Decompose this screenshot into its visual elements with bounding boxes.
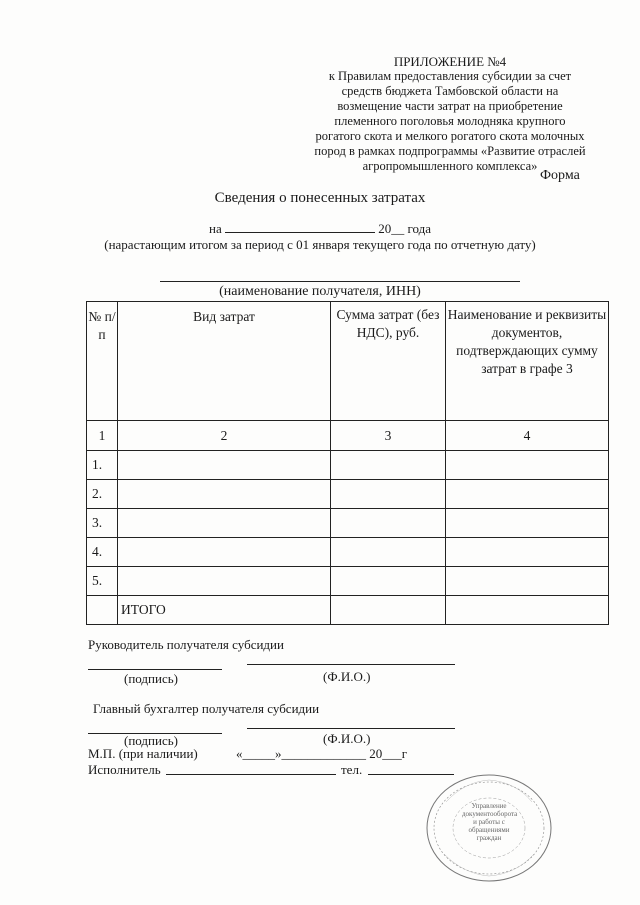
amount-cell[interactable] (331, 509, 446, 538)
recipient-blank[interactable] (160, 281, 520, 282)
documents-cell[interactable] (446, 567, 609, 596)
appendix-line: рогатого скота и мелкого рогатого скота молочных (315, 129, 585, 143)
period-prefix: на (208, 221, 222, 236)
executor-label: Исполнитель (88, 762, 161, 777)
total-index-cell (87, 596, 118, 625)
appendix-line: возмещение части затрат на приобретение (337, 99, 563, 113)
table-row (87, 509, 609, 538)
executor-line[interactable] (166, 774, 336, 775)
column-number: 3 (331, 421, 446, 451)
table-row (87, 538, 609, 567)
phone-label: тел. (341, 762, 363, 777)
stamp-center-text: Управление документооборота и работы с обращениями граждан (462, 802, 518, 842)
reporting-date (0, 220, 640, 237)
header-expense-type: Вид затрат (118, 302, 331, 421)
table-header-row (87, 302, 609, 421)
appendix-line: средств бюджета Тамбовской области на (341, 84, 559, 98)
header-amount: Сумма затрат (без НДС), руб. (331, 302, 446, 421)
row-index: 3. (87, 509, 118, 538)
head-name-caption: (Ф.И.О.) (323, 669, 371, 684)
expense-type-cell[interactable] (118, 451, 331, 480)
total-amount-cell[interactable] (331, 596, 446, 625)
row-index: 5. (87, 567, 118, 596)
seal-label: М.П. (при наличии) (88, 746, 198, 761)
head-name-line[interactable] (247, 664, 455, 665)
appendix-line: племенного поголовья молодняка крупного (334, 114, 566, 128)
amount-cell[interactable] (331, 451, 446, 480)
column-number: 2 (118, 421, 331, 451)
head-title: Руководитель получателя субсидии (88, 637, 284, 652)
expense-type-cell[interactable] (118, 567, 331, 596)
round-stamp (424, 772, 554, 884)
accountant-name-line[interactable] (247, 728, 455, 729)
documents-cell[interactable] (446, 451, 609, 480)
amount-cell[interactable] (331, 538, 446, 567)
head-signature-line[interactable] (88, 669, 222, 670)
column-number-row (87, 421, 609, 451)
documents-cell[interactable] (446, 538, 609, 567)
recipient-caption: (наименование получателя, ИНН) (219, 284, 421, 299)
documents-cell[interactable] (446, 480, 609, 509)
head-signature-caption: (подпись) (124, 671, 178, 686)
row-index: 1. (87, 451, 118, 480)
form-label: Форма (540, 168, 580, 183)
appendix-line: пород в рамках подпрограммы «Развитие отраслей (314, 144, 586, 158)
appendix-number: ПРИЛОЖЕНИЕ №4 (393, 54, 507, 69)
column-number: 1 (87, 421, 118, 451)
total-documents-cell[interactable] (446, 596, 609, 625)
table-row (87, 567, 609, 596)
accountant-signature-caption: (подпись) (124, 733, 178, 748)
expense-type-cell[interactable] (118, 509, 331, 538)
expense-type-cell[interactable] (118, 480, 331, 509)
appendix-line: агропромышленного комплекса» (362, 159, 538, 173)
expense-type-cell[interactable] (118, 538, 331, 567)
appendix-header (300, 54, 600, 174)
accountant-name-caption: (Ф.И.О.) (323, 731, 371, 746)
accountant-title: Главный бухгалтер получателя субсидии (93, 701, 320, 716)
table-row (87, 451, 609, 480)
period-year: 20__ года (378, 221, 431, 236)
total-row (87, 596, 609, 625)
date-field[interactable]: «_____»_____________ 20___г (236, 746, 408, 761)
row-index: 4. (87, 538, 118, 567)
appendix-line: к Правилам предоставления субсидии за счет (328, 69, 572, 83)
date-blank[interactable] (225, 220, 375, 233)
table-row (87, 480, 609, 509)
row-index: 2. (87, 480, 118, 509)
amount-cell[interactable] (331, 567, 446, 596)
header-documents: Наименование и реквизиты документов, подтверждающих сумму затрат в графе 3 (446, 302, 609, 421)
header-number: № п/п (87, 302, 118, 421)
documents-cell[interactable] (446, 509, 609, 538)
document-title: Сведения о понесенных затратах (214, 190, 426, 206)
total-label: ИТОГО (118, 596, 331, 625)
period-note: (нарастающим итогом за период с 01 января текущего года по отчетную дату) (104, 237, 536, 252)
expenses-table (86, 301, 609, 625)
column-number: 4 (446, 421, 609, 451)
amount-cell[interactable] (331, 480, 446, 509)
